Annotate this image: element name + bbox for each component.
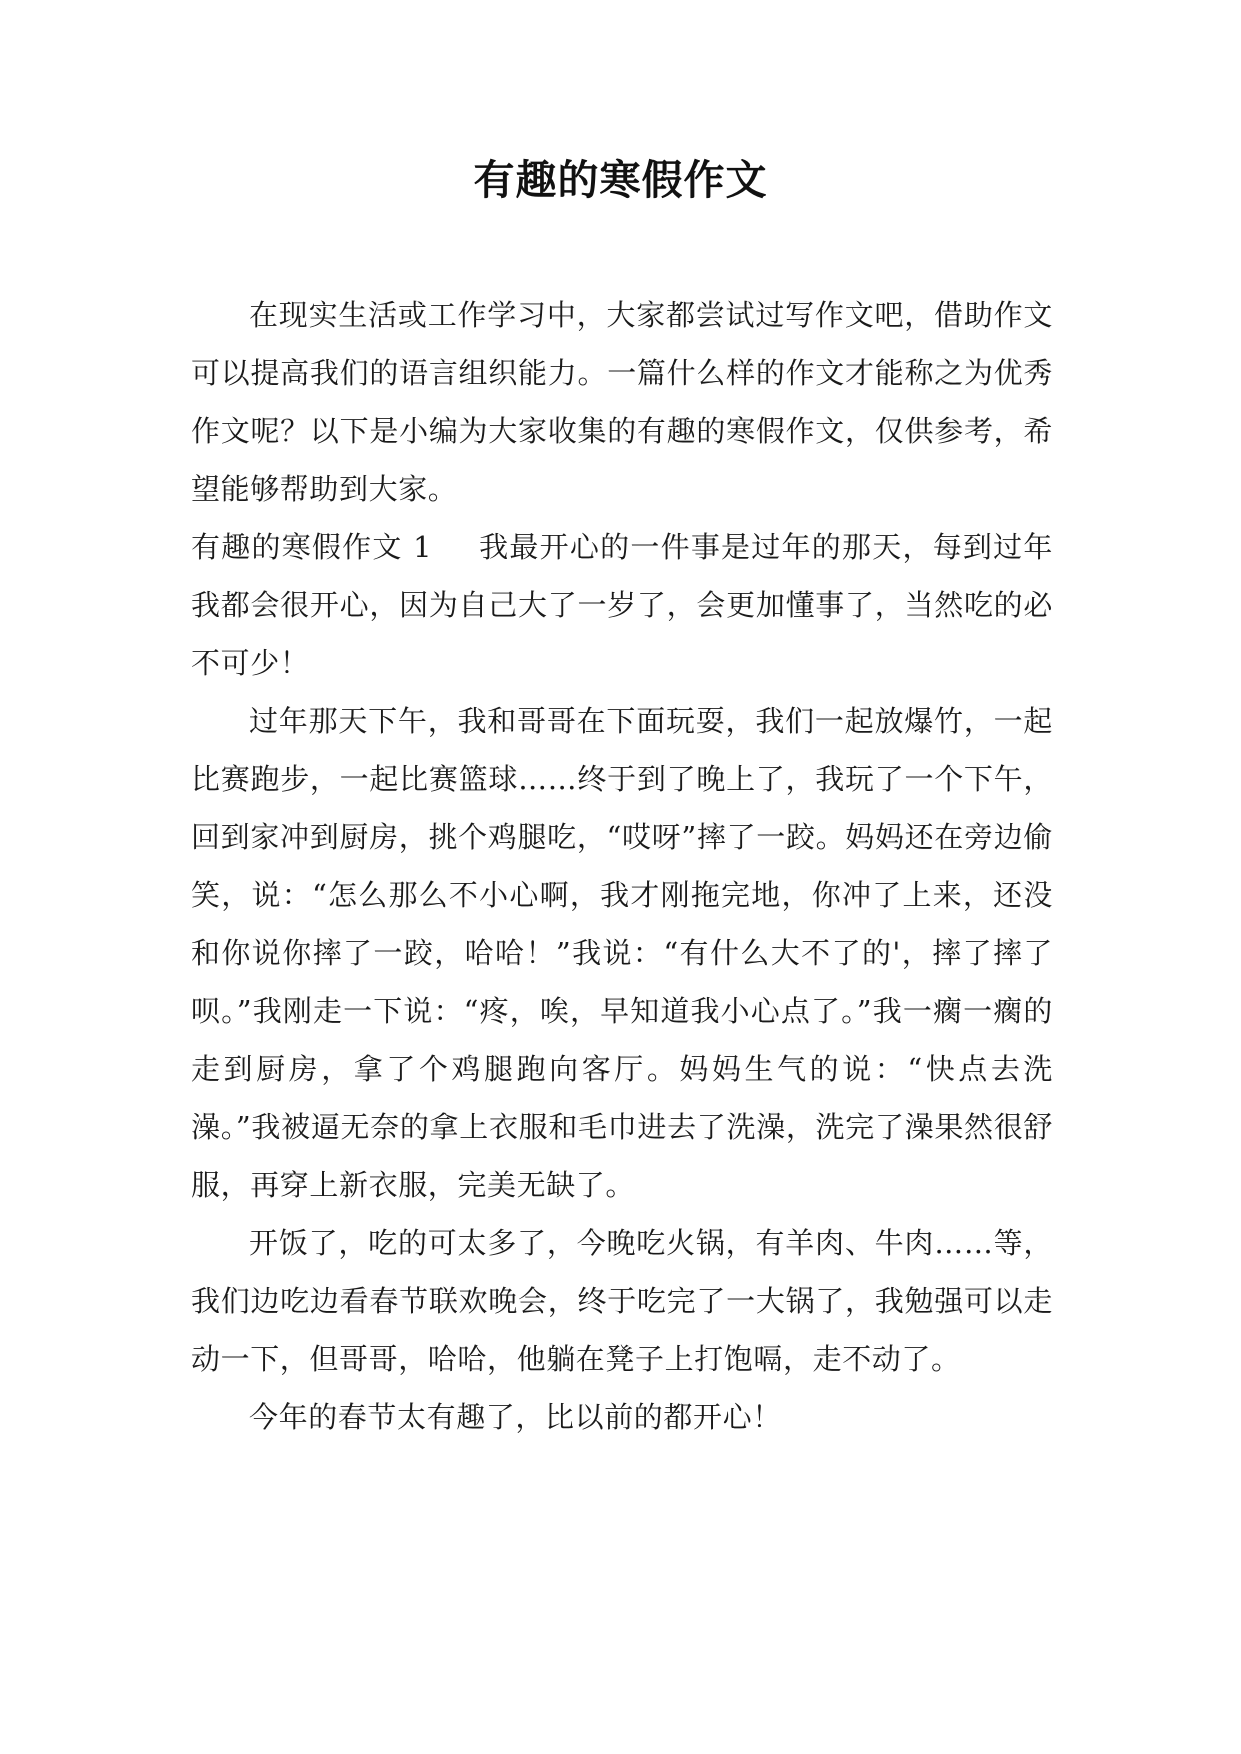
section-1-heading: 有趣的寒假作文 1 [191,530,433,564]
section-1-first-paragraph-text: 我最开心的一件事是过年的那天，每到过年我都会很开心，因为自己大了一岁了，会更加懂事了，当然吃的必不可少！ [191,530,1053,680]
section-1-first-paragraph [191,518,1053,692]
body-paragraph: 今年的春节太有趣了，比以前的都开心！ [249,1400,782,1434]
document-body [191,286,1053,1446]
body-paragraph: 开饭了，吃的可太多了，今晚吃火锅，有羊肉、牛肉……等，我们边吃边看春节联欢晚会，终于吃完了一大锅了，我勉强可以走动一下，但哥哥，哈哈，他躺在凳子上打饱嗝，走不动了。 [191,1226,1053,1376]
intro-paragraph: 在现实生活或工作学习中，大家都尝试过写作文吧，借助作文可以提高我们的语言组织能力。一篇什么样的作文才能称之为优秀作文呢？以下是小编为大家收集的有趣的寒假作文，仅供参考，希望能够帮助到大家。 [191,298,1053,506]
document-title: 有趣的寒假作文 [473,156,768,204]
body-paragraph: 过年那天下午，我和哥哥在下面玩耍，我们一起放爆竹，一起比赛跑步，一起比赛篮球……终于到了晚上了，我玩了一个下午，回到家冲到厨房，挑个鸡腿吃，“哎呀”摔了一跤。妈妈还在旁边偷笑，说：“怎么那么不小心啊，我才刚拖完地，你冲了上来，还没和你说你摔了一跤，哈哈！”我说：“有什么大不了的'，摔了摔了呗。”我刚走一下说：“疼，唉，早知道我小心点了。”我一瘸一瘸的走到厨房，拿了个鸡腿跑向客厅。妈妈生气的说：“快点去洗澡。”我被逼无奈的拿上衣服和毛巾进去了洗澡，洗完了澡果然很舒服，再穿上新衣服，完美无缺了。 [191,704,1053,1202]
